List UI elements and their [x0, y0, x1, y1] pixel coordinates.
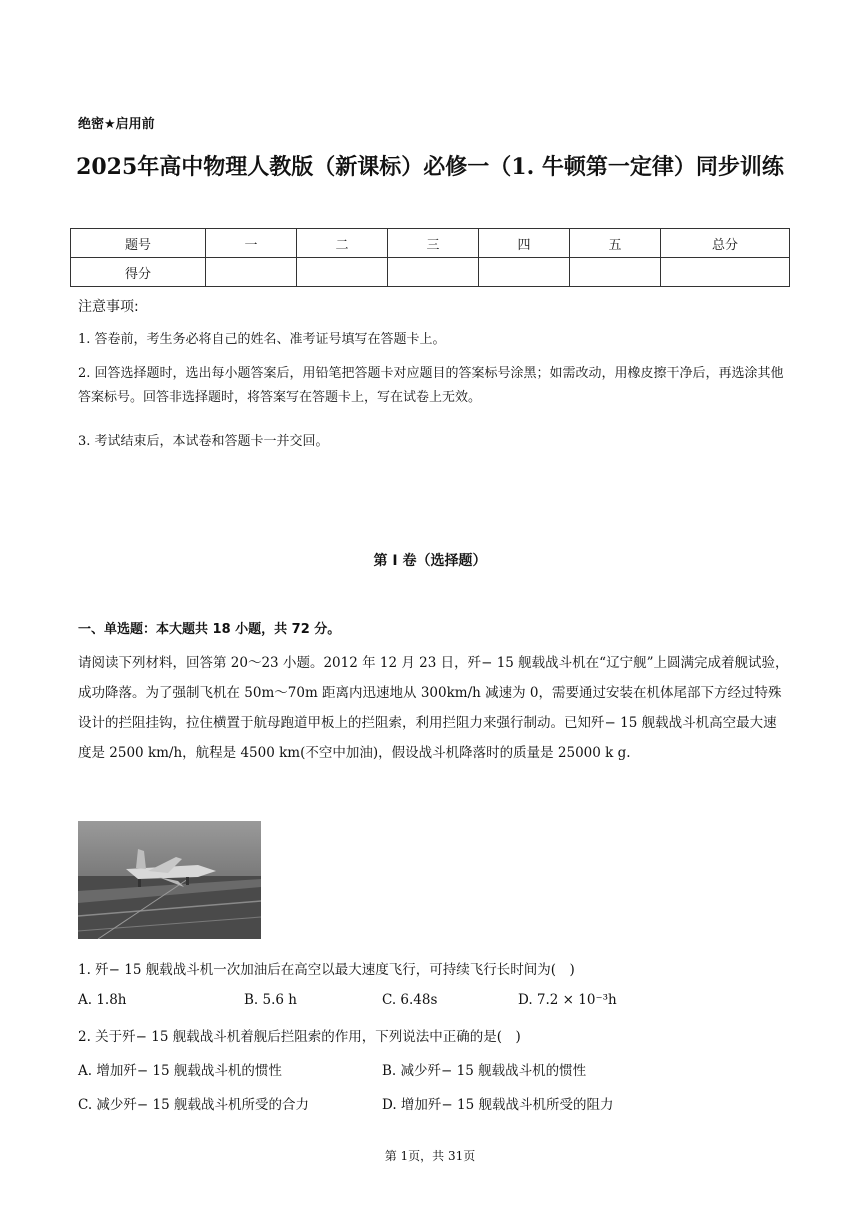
score-cell: [661, 258, 790, 287]
notice-item: 1. 答卷前，考生务必将自己的姓名、准考证号填写在答题卡上。: [78, 332, 446, 347]
fighter-jet-photo: [78, 821, 261, 939]
score-cell: [570, 258, 661, 287]
score-table: [70, 228, 790, 287]
score-cell: [297, 258, 388, 287]
question-1-option-d: D. 7.2 × 10⁻³h: [518, 992, 617, 1008]
score-table-header-row: [71, 229, 790, 258]
question-2-option-b: B. 减少歼− 15 舰载战斗机的惯性: [382, 1063, 587, 1079]
carrier-landing-image: [78, 821, 261, 939]
question-1-option-c: C. 6.48s: [382, 992, 438, 1008]
column-header: 总分: [661, 229, 790, 258]
question-2-option-c: C. 减少歼− 15 舰载战斗机所受的合力: [78, 1097, 310, 1113]
page-footer: 第 1页，共 31页: [384, 1149, 476, 1163]
section-title: 第 I 卷（选择题）: [373, 553, 487, 569]
notice-title: 注意事项:: [78, 299, 139, 315]
score-cell: [388, 258, 479, 287]
score-table-score-row: [71, 258, 790, 287]
column-header: 三: [388, 229, 479, 258]
question-2-option-d: D. 增加歼− 15 舰载战斗机所受的阻力: [382, 1097, 614, 1113]
exam-title: 2025年高中物理人教版（新课标）必修一（1. 牛顿第一定律）同步训练: [76, 154, 784, 180]
column-header: 一: [206, 229, 297, 258]
score-cell: [206, 258, 297, 287]
question-1-stem: 1. 歼− 15 舰载战斗机一次加油后在高空以最大速度飞行，可持续飞行长时间为( ): [78, 962, 575, 978]
column-header: 五: [570, 229, 661, 258]
question-2-stem: 2. 关于歼− 15 舰载战斗机着舰后拦阻索的作用，下列说法中正确的是( ): [78, 1029, 521, 1045]
column-header: 二: [297, 229, 388, 258]
notice-item: 3. 考试结束后，本试卷和答题卡一并交回。: [78, 434, 329, 449]
score-cell: [479, 258, 570, 287]
question-1-option-b: B. 5.6 h: [244, 992, 297, 1008]
question-2-option-a: A. 增加歼− 15 舰载战斗机的惯性: [78, 1063, 282, 1079]
score-label-cell: 得分: [71, 258, 206, 287]
part-title: 一、单选题：本大题共 18 小题，共 72 分。: [78, 622, 341, 637]
notice-item: 2. 回答选择题时，选出每小题答案后，用铅笔把答题卡对应题目的答案标号涂黑；如需改动，用橡皮擦干净后，再选涂其他答案标号。回答非选择题时，将答案写在答题卡上，写在试卷上无效。: [78, 366, 784, 405]
question-1-option-a: A. 1.8h: [78, 992, 127, 1008]
reading-material: 请阅读下列材料，回答第 20～23 小题。2012 年 12 月 23 日，歼− 15 舰载战斗机在“辽宁舰”上圆满完成着舰试验，成功降落。为了强制飞机在 50m～70m 距离内迅速地从 300km/h 减速为 0，需要通过安装在机体尾部下方经过特殊设计的拦阻挂钩，拉住横置于航母跑道甲板上的拦阻索，利用拦阻力来强行制动。已知歼− 15 舰载战斗机高空最大速度是 2500 km/h，航程是 4500 km(不空中加油)，假设战斗机降落时的质量是 25000 k g.: [78, 655, 789, 761]
secret-label: 绝密★启用前: [78, 117, 155, 132]
column-header: 四: [479, 229, 570, 258]
row-header-cell: 题号: [71, 229, 206, 258]
